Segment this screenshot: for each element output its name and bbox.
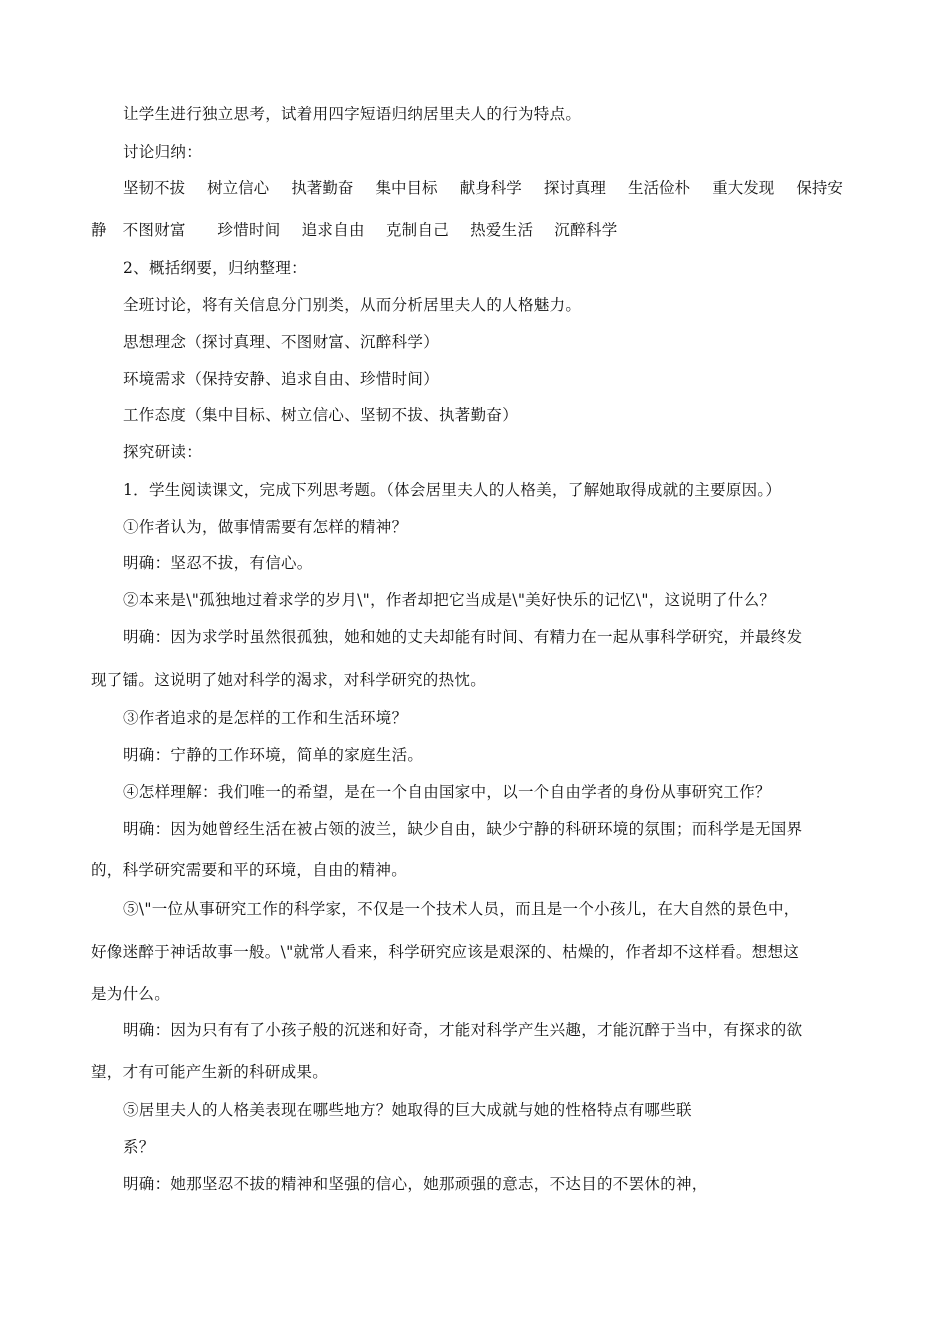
explore-heading: 探究研读： [123,443,203,461]
keyword: 献身科学 [459,179,522,197]
keywords-row-2: 静 不图财富 珍惜时间 追求自由 克制自己 热爱生活 沉醉科学 [91,221,618,239]
keywords-row-1 [123,178,843,198]
keyword: 集中目标 [375,179,438,197]
keyword: 树立信心 [207,179,270,197]
question-2: ②本来是\"孤独地过着求学的岁月\"，作者却把它当成是\"美好快乐的记忆\"，这说明了什么？ [123,591,776,609]
intro-paragraph: 让学生进行独立思考，试着用四字短语归纳居里夫人的行为特点。 [123,105,582,123]
answer-5-line-2: 望，才有可能产生新的科研成果。 [91,1063,329,1081]
section2-heading: 2、概括纲要，归纳整理： [123,259,307,277]
keyword: 探讨真理 [543,179,606,197]
category-attitude: 工作态度（集中目标、树立信心、坚韧不拔、执著勤奋） [123,406,519,424]
answer-3: 明确：宁静的工作环境，简单的家庭生活。 [123,746,424,764]
answer-4-line-2: 的，科学研究需要和平的环境，自由的精神。 [91,861,408,879]
category-thought: 思想理念（探讨真理、不图财富、沉醉科学） [123,333,440,351]
answer-5-line-1: 明确：因为只有有了小孩子般的沉迷和好奇，才能对科学产生兴趣，才能沉醉于当中，有探求的欲 [123,1021,803,1039]
keyword: 生活俭朴 [628,179,691,197]
section2-text: 全班讨论，将有关信息分门别类，从而分析居里夫人的人格魅力。 [123,296,582,314]
keyword: 执著勤奋 [291,179,354,197]
question-5-line-2: 好像迷醉于神话故事一般。\"就常人看来，科学研究应该是艰深的、枯燥的，作者却不这样看。想想这 [91,943,800,961]
question-5-line-1: ⑤\"一位从事研究工作的科学家，不仅是一个技术人员，而且是一个小孩儿，在大自然的景色中， [123,900,800,918]
answer-4-line-1: 明确：因为她曾经生活在被占领的波兰，缺少自由，缺少宁静的科研环境的氛围；而科学是无国界 [123,820,803,838]
question-5-line-3: 是为什么。 [91,985,171,1003]
question-6-line-1: ⑤居里夫人的人格美表现在哪些地方？她取得的巨大成就与她的性格特点有哪些联 [123,1101,692,1119]
question-6-line-2: 系？ [123,1138,155,1156]
keyword: 保持安 [796,179,843,197]
answer-2-line-2: 现了镭。这说明了她对科学的渴求，对科学研究的热忱。 [91,671,487,689]
question-3: ③作者追求的是怎样的工作和生活环境？ [123,709,408,727]
answer-6: 明确：她那坚忍不拔的精神和坚强的信心，她那顽强的意志，不达目的不罢休的神， [123,1175,708,1193]
question-intro: 1．学生阅读课文，完成下列思考题。（体会居里夫人的人格美，了解她取得成就的主要原因。） [123,481,782,499]
keyword: 坚韧不拔 [123,179,186,197]
question-1: ①作者认为，做事情需要有怎样的精神？ [123,518,408,536]
answer-2-line-1: 明确：因为求学时虽然很孤独，她和她的丈夫却能有时间、有精力在一起从事科学研究，并最终发 [123,628,803,646]
answer-1: 明确：坚忍不拔，有信心。 [123,554,313,572]
question-4: ④怎样理解：我们唯一的希望，是在一个自由国家中，以一个自由学者的身份从事研究工作？ [123,783,771,801]
discussion-heading: 讨论归纳： [123,143,203,161]
keyword: 重大发现 [712,179,775,197]
category-environment: 环境需求（保持安静、追求自由、珍惜时间） [123,370,440,388]
